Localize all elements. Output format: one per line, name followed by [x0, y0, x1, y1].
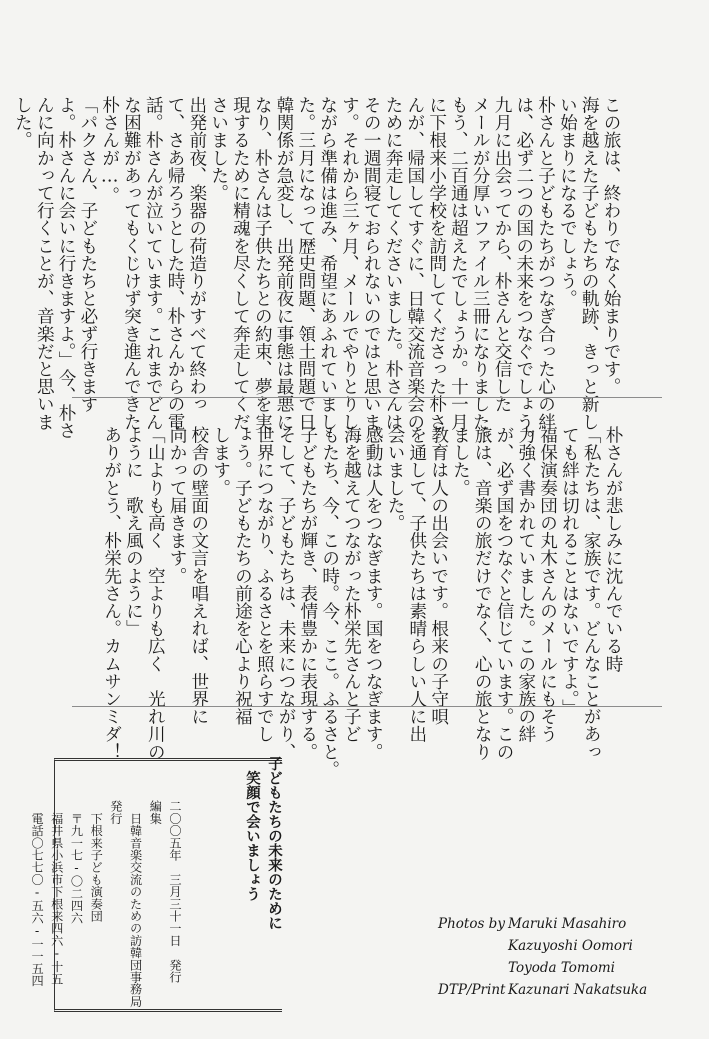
colophon-text: 二〇〇五年 三月三十一日 発行 編集 日韓音楽交流のための訪韓団事務局 発行 下根来子ども演奏団 〒九一七-〇二四六 福井県小浜市下根来四六-十五 電話〇七七〇-五六-一一五四	[30, 800, 182, 1008]
credit-name: Toyoda Tomomi	[508, 960, 615, 976]
section-divider	[72, 706, 662, 707]
book-title: 子どもたちの未来のために 笑顔で会いましょう	[244, 756, 282, 930]
closing-text-section: 朴さんが悲しみに沈んでいる時 「私たちは、家族です。どんなことがあっ ても絆は切れることはないですよ。」 福保演奏団の丸木さんのメールにもそう 力強く書かれていました。この家族の絆 が、必ず国をつなぐと信じています。この 旅は、音楽の旅だけでなく、心の旅となり ました。 教育は人の出会いです。根来の子守唄 を通して、子供たちは素晴らしい人に出 会いました。 感動は人をつなぎます。国をつなぎます。 海を越えてつながった朴栄先さんと子ど もたち、今、この時。今、ここ。ふるさと。 子どもたちが輝き、表情豊かに表現する。 そして、子どもたちは、未来につながり、 世界につながり、ふるさとを照らすでし ょう。子どもたちの前途を心より祝福 します。 校舎の壁面の文言を唱えれば、世界に 向かって届きます。 「山よりも高く 空よりも広く 光れ川の ように 歌え風のように」 ありがとう、朴栄先さん。カムサンミダ！	[101, 426, 623, 778]
credit-role: Photos by	[438, 916, 505, 932]
credit-role: DTP/Print	[438, 982, 506, 998]
main-text-section: この旅は、終わりでなく始まりです。 海を越えた子どもたちの軌跡、きっと新し い始まりになるでしょう。 朴さんと子どもたちがつなぎ合った心の絆 は、必ず二つの国の未来をつなぐでしょう。 九月に出会ってから、朴さんと交信した メールが分厚いファイル三冊になりました。 もう、二百通は超えたでしょうか。十一月 に下根来小学校を訪問してくださった朴さ んが、帰国してすぐに、日韓交流音楽会の ために奔走してくださいました。朴さんは その一週間寝ておられないのではと思いま す。それから三ヶ月、メールでやりとりし ながら準備は進み、希望にあふれていまし た。三月になって歴史問題、領土問題で日 韓関係が急変し、出発前夜に事態は最悪に なり、朴さんは子供たちとの約束、夢を実 現するために精魂を尽くして奔走してくだ さいました。 出発前夜、楽器の荷造りがすべて終わっ て、さあ帰ろうとした時、朴さんからの電 話。朴さんが泣いています。これまでどん な困難があってもくじけず突き進んできた 朴さんが…。 「パクさん、子どもたちと必ず行きます よ。朴さんに会いに行きますよ。」今、朴さ んに向かって行くことが、音楽だと思いま した。	[12, 96, 621, 448]
credit-name: Kazunari Nakatsuka	[508, 982, 648, 998]
section-divider	[72, 397, 662, 398]
credit-name: Kazuyoshi Oomori	[508, 938, 633, 954]
credit-name: Maruki Masahiro	[508, 916, 627, 932]
